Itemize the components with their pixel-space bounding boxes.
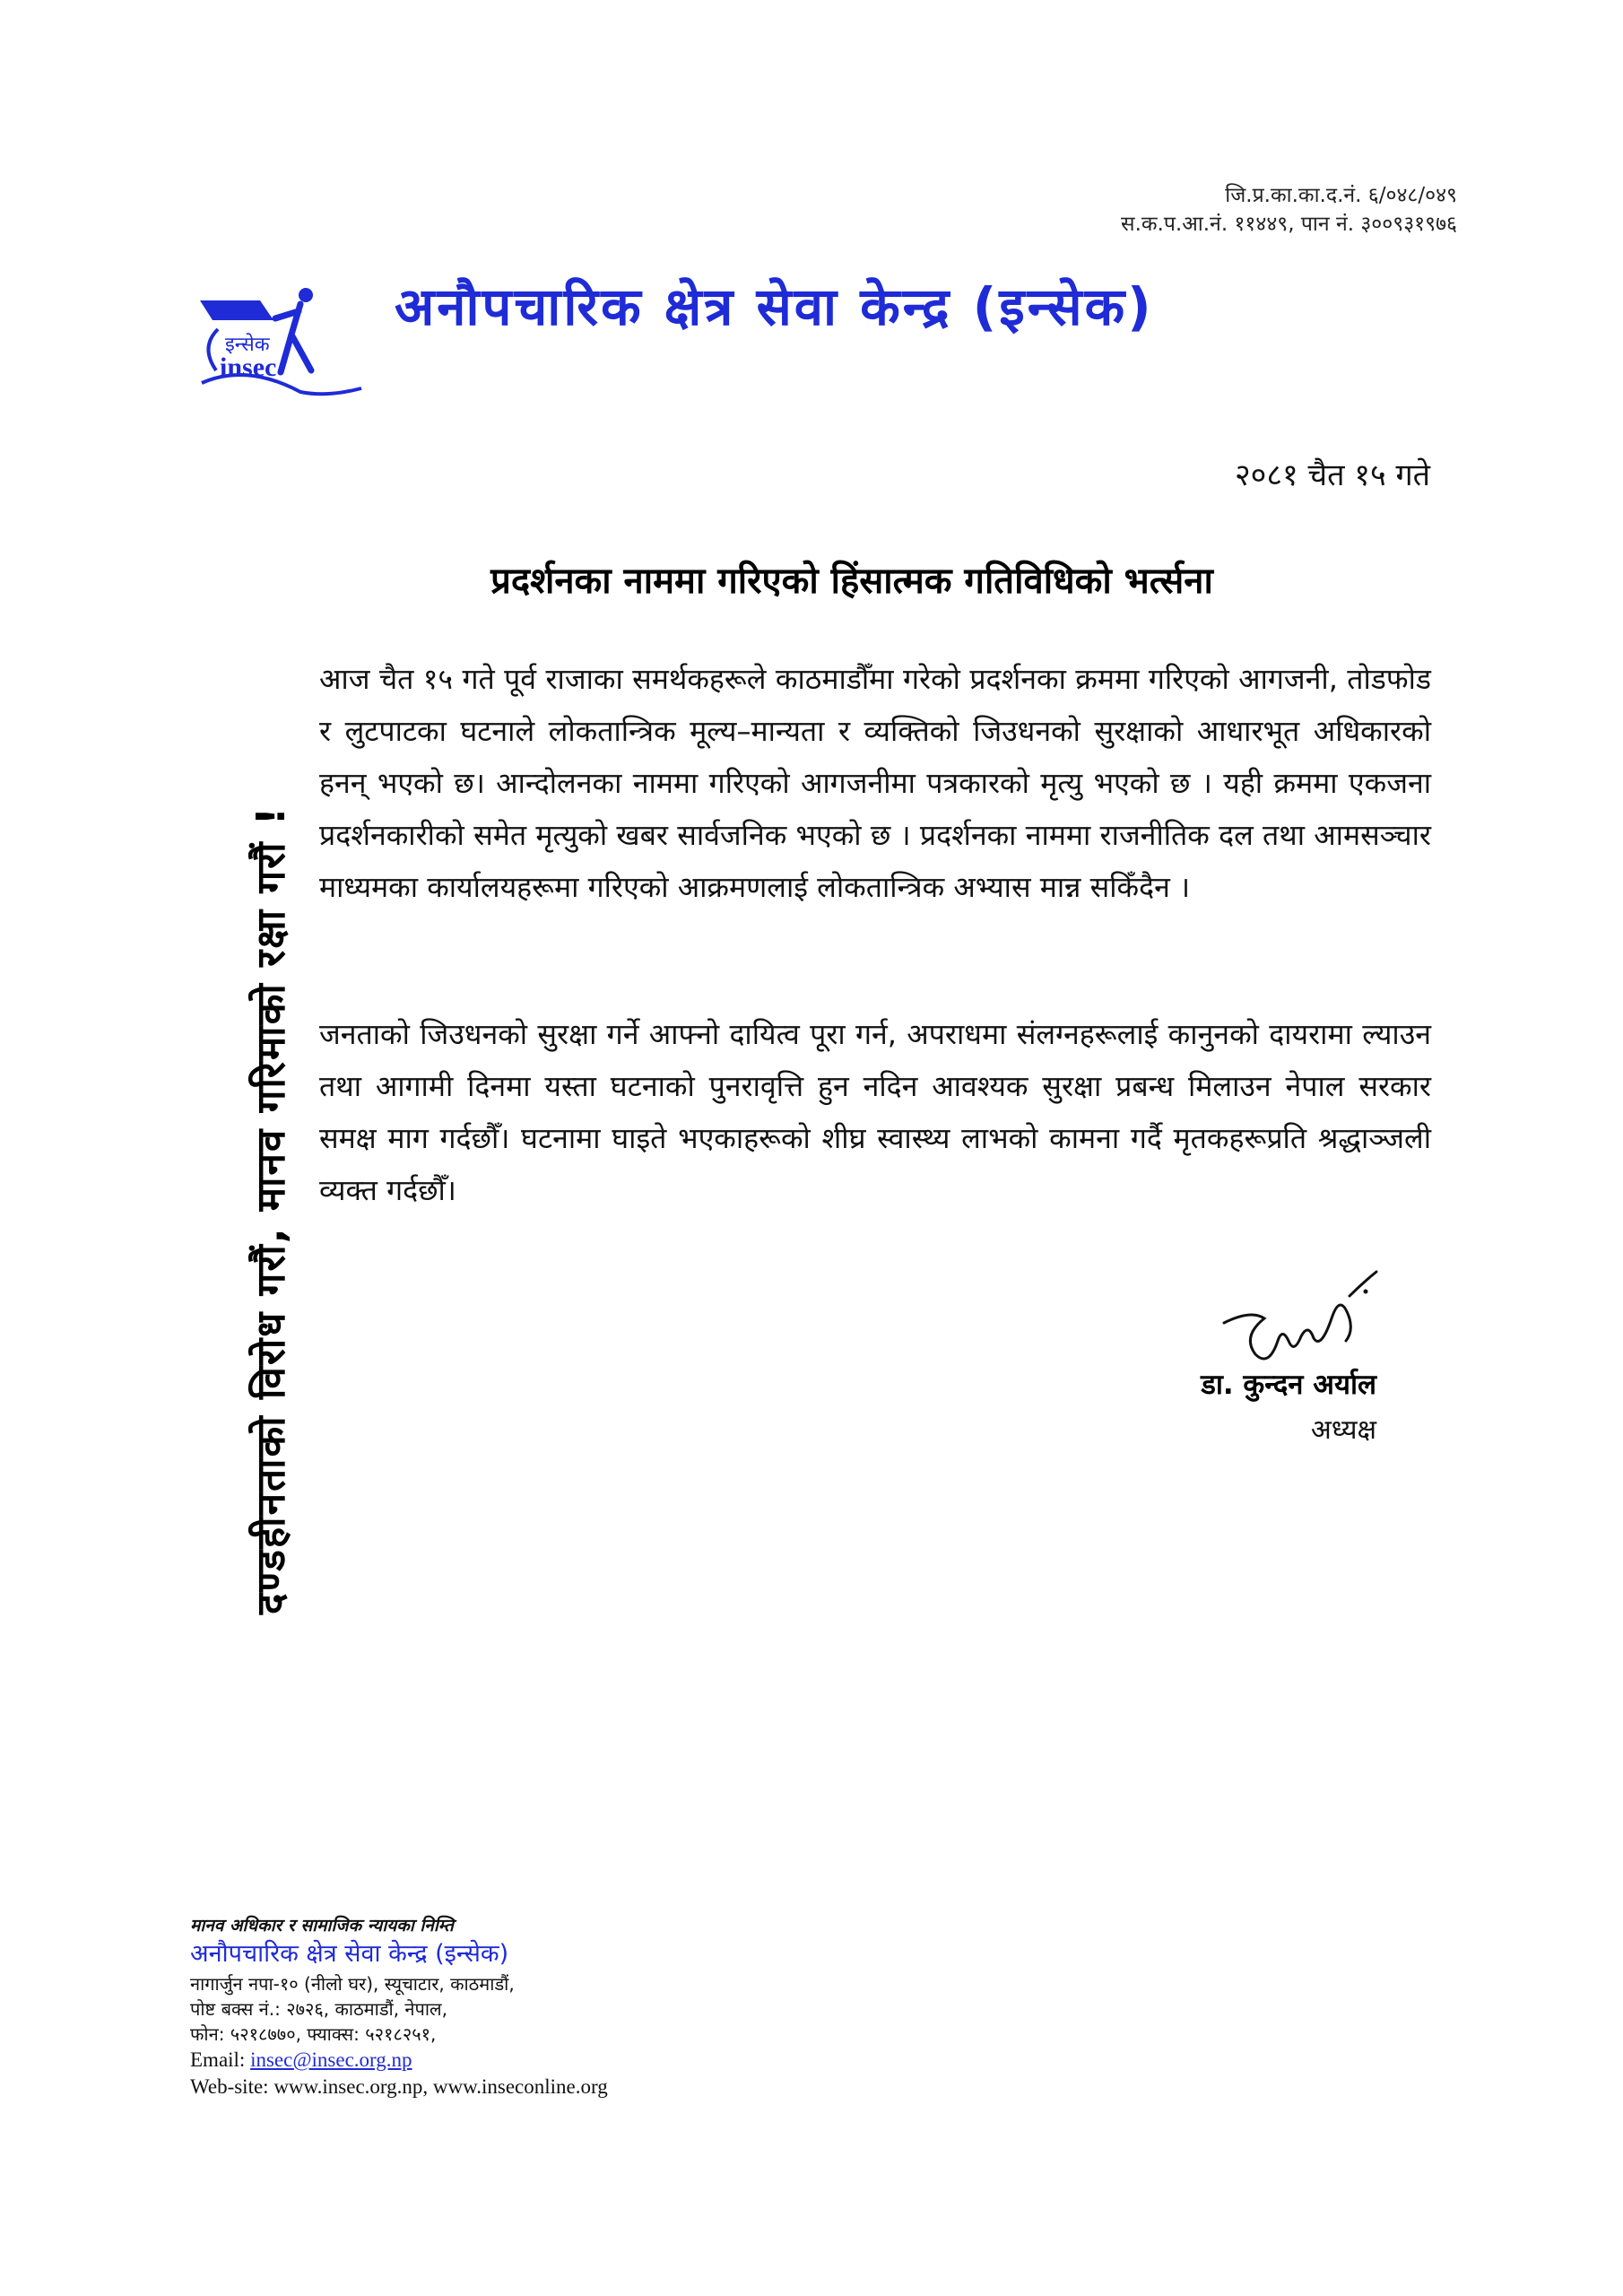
letter-date: २०८१ चैत १५ गते <box>1235 457 1430 493</box>
logo-text-nepali: इन्सेक <box>225 334 270 356</box>
handwritten-signature <box>1215 1256 1385 1381</box>
signer-name: डा. कुन्दन अर्याल <box>1201 1369 1376 1401</box>
footer-phone-fax: फोन: ५२१८७७०, फ्याक्स: ५२१८२५१, <box>190 2023 437 2045</box>
footer-address-line-2: पोष्ट बक्स नं.: २७२६, काठमाडौं, नेपाल, <box>190 1998 447 2020</box>
footer-organization-name: अनौपचारिक क्षेत्र सेवा केन्द्र (इन्सेक) <box>190 1940 509 1968</box>
signer-title: अध्यक्ष <box>1310 1414 1376 1446</box>
footer-email-link[interactable]: insec@insec.org.np <box>250 2048 412 2071</box>
body-paragraph-2: जनताको जिउधनको सुरक्षा गर्ने आफ्नो दायित्व पूरा गर्न, अपराधमा संलग्नहरूलाई कानुनको दायरामा ल्याउन तथा आगामी दिनमा यस्ता घटनाको पुनरावृत्ति हुन नदिन आवश्यक सुरक्षा प्रबन्ध मिलाउन नेपाल सरकार समक्ष माग गर्दछौँ। घटनामा घाइते भएकाहरूको शीघ्र स्वास्थ्य लाभको कामना गर्दै मृतकहरूप्रति श्रद्धाञ्जली व्यक्त गर्दछौँ। <box>319 1017 1431 1207</box>
logo-text-english: insec <box>220 352 277 382</box>
side-slogan: दण्डहीनताको विरोध गरौं, मानव गरिमाको रक्षा गरौं ! <box>248 805 294 1614</box>
body-paragraph-1: आज चैत १५ गते पूर्व राजाका समर्थकहरूले काठमाडौँमा गरेको प्रदर्शनका क्रममा गरिएको आगजनी, तोडफोड र लुटपाटका घटनाले लोकतान्त्रिक मूल्य–मान्यता र व्यक्तिको जिउधनको सुरक्षाको आधारभूत अधिकारको हनन् भएको छ। आन्दोलनका नाममा गरिएको आगजनीमा पत्रकारको मृत्यु भएको छ । यही क्रममा एकजना प्रदर्शनकारीको समेत मृत्युको खबर सार्वजनिक भएको छ । प्रदर्शनका नाममा राजनीतिक दल तथा आमसञ्चार माध्यमका कार्यालयहरूमा गरिएको आक्रमणलाई लोकतान्त्रिक अभ्यास मान्न सकिँदैन । <box>319 662 1431 904</box>
insec-logo <box>193 283 372 399</box>
registration-number-line-1: जि.प्र.का.का.द.नं. ६/०४८/०४९ <box>1225 184 1457 207</box>
footer-website: Web-site: www.insec.org.np, www.inseconline.org <box>190 2075 608 2098</box>
registration-number-line-2: स.क.प.आ.नं. ११४४९, पान नं. ३००९३१९७६ <box>1121 213 1457 236</box>
insec-logo-icon <box>193 283 372 399</box>
footer-email-label: Email: <box>190 2048 246 2071</box>
footer-email-row <box>190 2048 412 2072</box>
footer-address-line-1: नागार्जुन नपा-१० (नीलो घर), स्यूचाटार, काठमाडौं, <box>190 1973 515 1995</box>
footer-tagline: मानव अधिकार र सामाजिक न्यायका निम्ति <box>190 1916 454 1935</box>
press-release-headline: प्रदर्शनका नाममा गरिएको हिंसात्मक गतिविधिको भर्त्सना <box>490 561 1213 602</box>
organization-name-heading: अनौपचारिक क्षेत्र सेवा केन्द्र (इन्सेक) <box>395 276 1154 337</box>
